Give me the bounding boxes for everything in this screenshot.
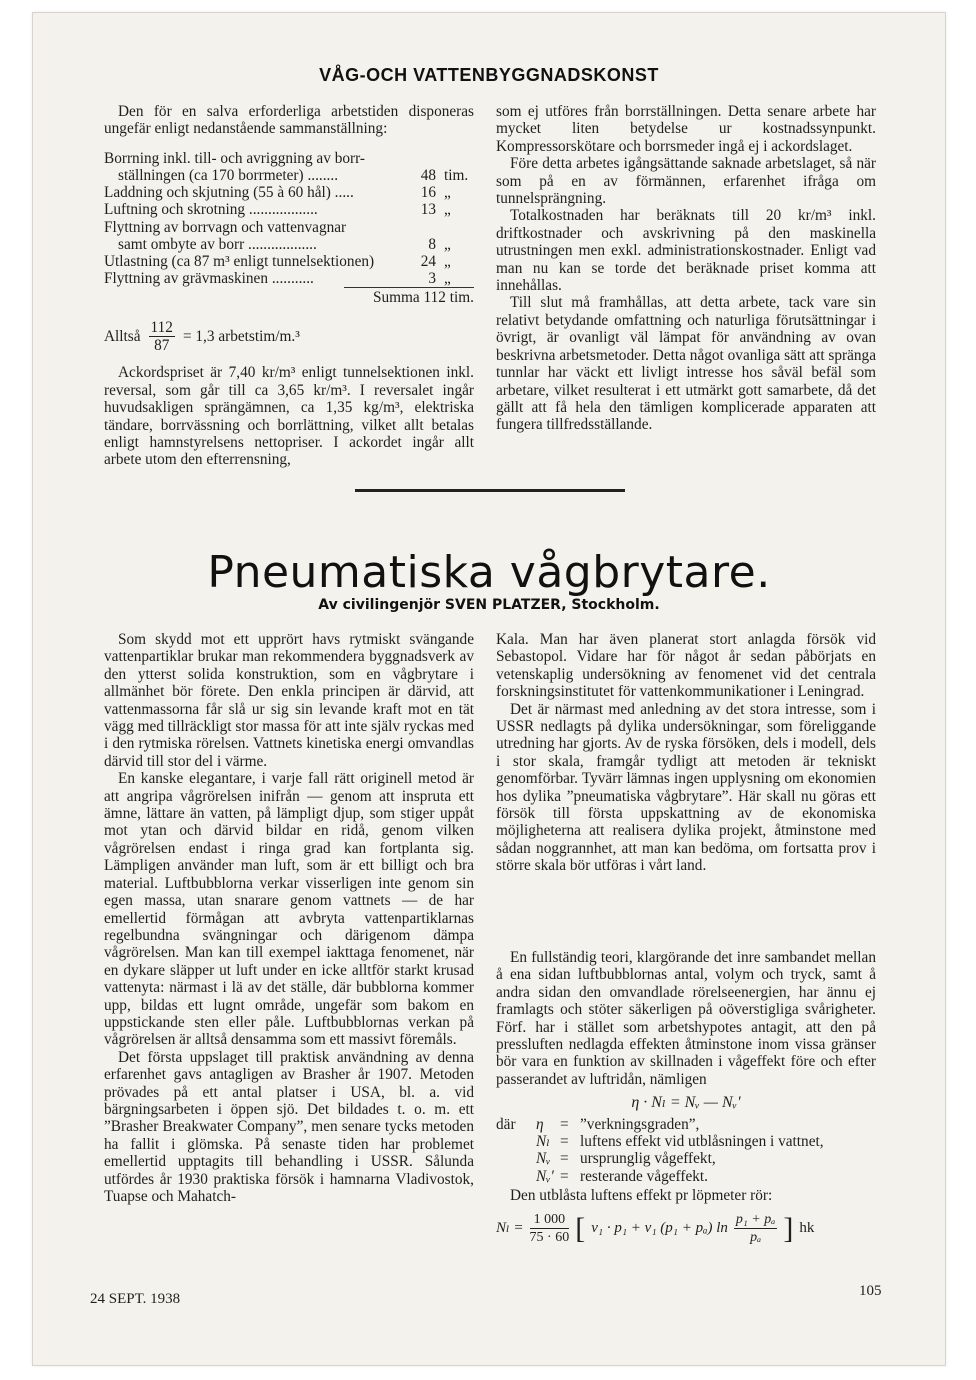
right-top-column — [496, 103, 876, 434]
right-bottom-column — [496, 631, 876, 875]
table-row: Utlastning (ca 87 m³ enligt tunnelsektionen) 24 „ — [104, 253, 451, 271]
table-row: Flyttning av borrvagn och vattenvagnar — [104, 218, 347, 236]
article-byline: Av civilingenjör SVEN PLATZER, Stockholm. — [318, 597, 660, 613]
section-divider — [355, 489, 625, 492]
equation-efficiency: η · Nₗ = Nᵥ — Nᵥ′ — [631, 1094, 741, 1112]
time-table — [104, 150, 474, 307]
paragraph: Totalkostnaden har beräknats till 20 kr/m³ inkl. driftkostnader och avskrivning på den maskinella utrustningen men exkl. administrationskostnader. Enligt vad man nu kan se torde det beräknade priset komma att innehållas. — [496, 207, 876, 295]
left-bottom-column — [104, 631, 474, 1205]
definition-row: Nₗ = luftens effekt vid utblåsningen i vattnet, — [536, 1133, 824, 1151]
paragraph: Det första uppslaget till praktisk användning av denna erfarenhet gavs antagligen av Brasher år 1907. Metoden prövades på ett antal platser i USA, bl. a. vid bärgningsarbeten i öppen sjö. Det bildades t. o. m. ett ”Brasher Breakwater Company”, men senare tycks metoden ha fallit i glömska. På senaste tiden har problemet emellertid upptagits till behandling i USSR. Sålunda utfördes år 1930 praktiska försök i hamnarna Vladivostok, Tuapse och Mahatch- — [104, 1048, 474, 1205]
table-sum-row: Summa 112 tim. — [104, 287, 474, 306]
document-page — [32, 12, 946, 1366]
table-row: Borrning inkl. till- och avriggning av borr- — [104, 149, 365, 167]
equation-intro: Den utblåsta luftens effekt pr löpmeter rör: — [510, 1187, 773, 1205]
definition-row: där η = ”verkningsgraden”, — [496, 1115, 700, 1133]
equation-air-power: Nₗ = $\frac{1 000}{75 \cdot 60}$ [ v₁ · p₁ + v₁ (p₁ + pₐ) ln $\frac{\text{p₁ + pₐ}}{\text{pₐ}}$ ] hk — [496, 1211, 815, 1246]
table-row: samt ombyte av borr .................. 8 „ — [118, 235, 451, 253]
table-row: Flyttning av grävmaskinen ........... 3 „ — [104, 270, 451, 288]
table-row: Laddning och skjutning (55 à 60 hål) ..... 16 „ — [104, 184, 451, 202]
paragraph: Före detta arbetes igångsättande saknade arbetslaget, så när som på en av förmännen, erfarenhet ifråga om tunnelsprängning. — [496, 155, 876, 208]
left-top-tail-paragraph: Ackordspriset är 7,40 kr/m³ enligt tunnelsektionen inkl. reversal, som går till ca 3,65 kr/m³. I reversalet ingår huvudsakligen sprängämnen, ca 1,35 kg/m³, elektriska tändare, borrvässning och borrlättning, vilket allt betalas enligt hamnstyrelsens nettopriser. I ackordet ingår allt arbete utom den efterrensning, — [104, 364, 474, 469]
section-header: VÅG-OCH VATTENBYGGNADSKONST — [319, 65, 659, 85]
definition-row: Nᵥ′ = resterande vågeffekt. — [536, 1167, 708, 1185]
definitions-list — [496, 1116, 876, 1186]
intro-paragraph: Den för en salva erforderliga arbetstiden disponeras ungefär enligt nedanstående sammanställning: — [104, 103, 474, 138]
table-row: Luftning och skrotning .................. 13 „ — [104, 201, 451, 219]
paragraph: Till slut må framhållas, att detta arbete, tack vare sin relativt betydande omfattning och naturliga förutsättningar i övrigt, är ovanligt väl lämpat för användning av ovan beskrivna arbetsmetoder. Detta något ovanliga sätt att spränga tunnlar har väckt ett livligt intresse hos såväl befäl som arbetare, vilket resulterat i ett utmärkt gott samarbete, då det gällt att få hela den tämligen komplicerade apparaten att fungera tillfredsställande. — [496, 294, 876, 434]
paragraph: Kala. Man har även planerat stort anlagda försök vid Sebastopol. Vidare har för något år sedan påbörjats en vetenskaplig undersökning av fenomenet vid det centrala forskningsinstitutet för vattenkommunikationer i Leningrad. — [496, 631, 876, 701]
paragraph: som ej utföres från borrställningen. Detta senare arbete har mycket liten betydelse ur kostnadssynpunkt. Kompressorskötare och borrsmeder ingå ej i ackordslaget. — [496, 103, 876, 155]
paragraph: En kanske elegantare, i varje fall rätt originell metod är att angripa vågrörelsen inifrån — genom att inspruta ett ämne, lättare än vatten, på lämpligt djup, som stiger uppåt mot ytan och därvid bildar en ridå, genom vilken vågrörelsen endast i ringa grad kan fortplanta sig. Lämpligen använder man luft, som är ett billigt och bra material. Luftbubblorna verkar visserligen inte genom sin egen massa, utan snarare genom vattnets — de har emellertid förmågan att avbryta vattenpartiklarnas regelbundna svängningar och därigenom dämpa vågrörelsen. Man kan till exempel iakttaga fenomenet, när en dykare släpper ut luft under en icke alltför starkt krusad vattenyta: närmast i lä av det ställe, där bubblorna kommer upp, bildas ett lugnt område, ungefär som bakom en uppstickande sten eller påle. Luftbubblornas verkan på vågrörelsen är alltså densamma som ett massivt föremåls. — [104, 770, 474, 1049]
footer-date: 24 SEPT. 1938 — [90, 1291, 181, 1307]
article-title: Pneumatiska vågbrytare. — [207, 547, 771, 598]
alltsa-formula: Alltså $\frac{112}{87}$ = 1,3 arbetstim/m.³ — [104, 318, 300, 355]
table-row: ställningen (ca 170 borrmeter) ........ 48 tim. — [118, 167, 469, 185]
definition-row: Nᵥ = ursprunglig vågeffekt, — [536, 1150, 716, 1168]
paragraph: En fullständig teori, klargörande det inre sambandet mellan å ena sidan luftbubblornas antal, volym och tryck, samt å andra sidan den omvandlade rörelseenergien, har ännu ej framlagts och stöter säkerligen på oöverstigliga svårigheter. Förf. har i stället som arbetshypotes antagit, att den på pressluften nedlagda effekten åtminstone inom vissa gränser bör vara en funktion av skillnaden i vågeffekt före och efter passerandet av luftridån, nämligen — [496, 949, 876, 1088]
paragraph: Som skydd mot ett upprört havs rytmiskt svängande vattenpartiklar brukar man rekommendera byggnadsverk av den ytterst solida konstruktion, som en vågbrytare i allmänhet bör förete. Den enkla principen är därvid, att vattenmassorna får slå ur sig sin levande kraft mot en tät vägg med tillräckligt stor massa för att inte själv ryckas med i den rytmiska rörelsen. Vattnets kinetiska energi omvandlas därvid till stor del i värme. — [104, 631, 474, 770]
left-top-column — [104, 103, 474, 469]
page-number: 105 — [859, 1283, 882, 1299]
right-bottom-column-lower — [496, 949, 876, 1247]
paragraph: Det är närmast med anledning av det stora intresse, som i USSR nedlagts på dylika undersökningar, som föreliggande utredning har gjorts. Av de ryska försöken, dels i modell, dels i stor skala, framgår tydligt att metoden är tekniskt genomförbar. Tyvärr lämnas ingen upplysning om ekonomien hos dylika ”pneumatiska vågbrytare”. Här skall nu göras ett försök till första uppskattning av de ekonomiska möjligheterna att realisera dylika projekt, åtminstone med sådan noggrannhet, att man kan bedöma, om fortsatta prov i större skala bör utföras i vårt land. — [496, 700, 876, 875]
